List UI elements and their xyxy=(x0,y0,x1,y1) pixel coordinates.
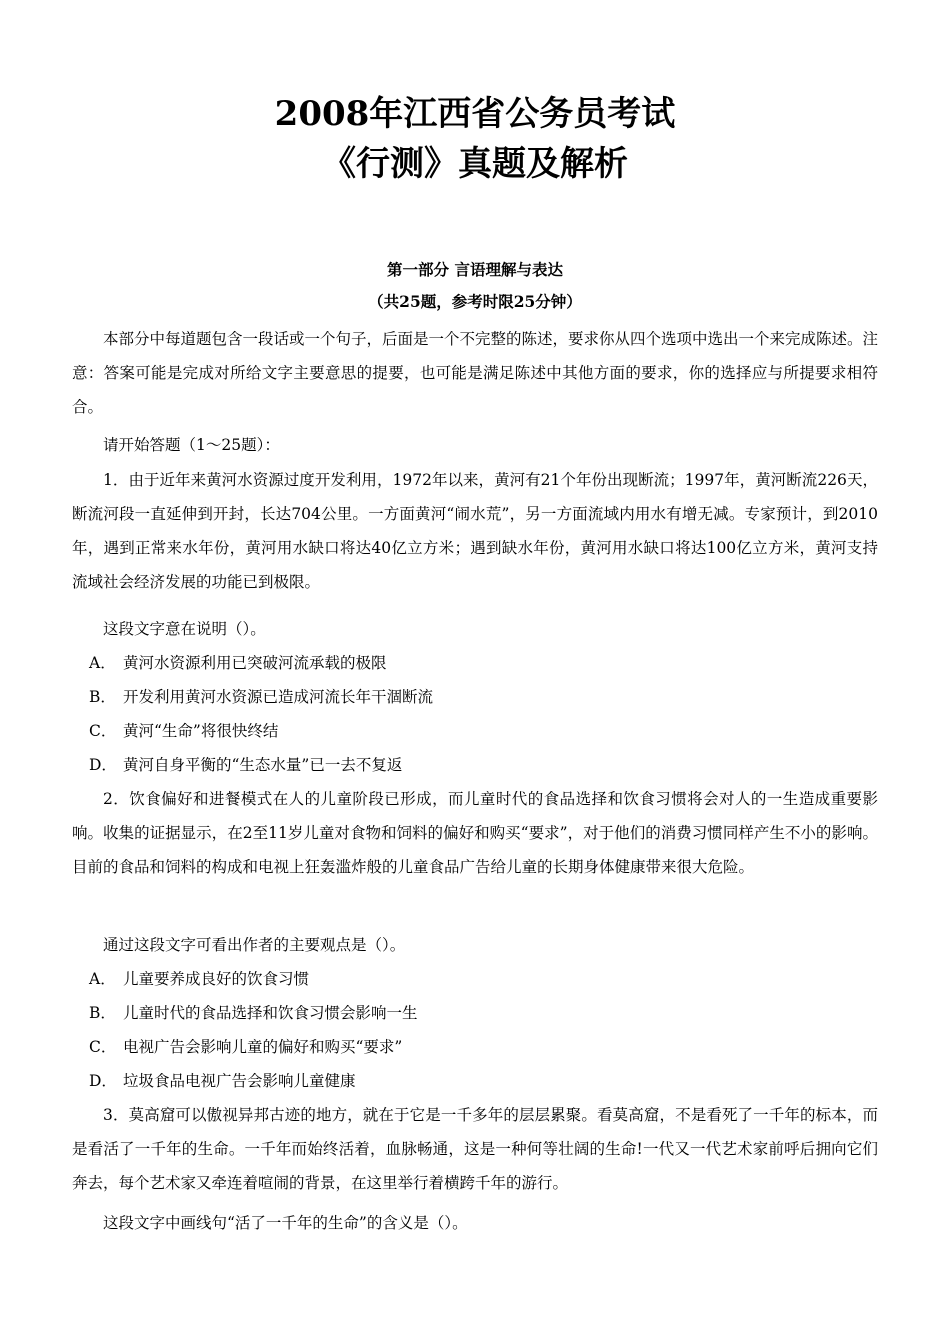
option-label: A． xyxy=(89,654,116,672)
option-label: C． xyxy=(89,1038,117,1056)
option-label: B． xyxy=(89,1004,116,1022)
option-text: 黄河水资源利用已突破河流承载的极限 xyxy=(123,654,387,672)
option-text: 儿童要养成良好的饮食习惯 xyxy=(123,970,310,988)
question-1-option-d[interactable] xyxy=(89,748,402,782)
option-text: 儿童时代的食品选择和饮食习惯会影响一生 xyxy=(123,1004,418,1022)
question-1-passage xyxy=(72,463,878,599)
option-label: D． xyxy=(89,756,117,774)
question-2-number: 2． xyxy=(103,790,130,808)
option-text: 垃圾食品电视广告会影响儿童健康 xyxy=(123,1072,356,1090)
question-2-text: 饮食偏好和进餐模式在人的儿童阶段已形成，而儿童时代的食品选择和饮食习惯将会对人的一生造成重要影响。收集的证据显示，在2至11岁儿童对食物和饲料的偏好和购买“要求”，对于他们的消费习惯同样产生不小的影响。目前的食品和饲料的构成和电视上狂轰滥炸般的儿童食品广告给儿童的长期身体健康带来很大危险。 xyxy=(72,790,878,876)
option-text: 黄河自身平衡的“生态水量”已一去不复返 xyxy=(123,756,403,774)
start-instruction: 请开始答题（1～25题）： xyxy=(103,436,280,454)
question-1-text: 由于近年来黄河水资源过度开发利用，1972年以来，黄河有21个年份出现断流；1997年，黄河断流226天，断流河段一直延伸到开封，长达704公里。一方面黄河“闹水荒”，另一方面流域内用水有增无减。专家预计，到2010年，遇到正常来水年份，黄河用水缺口将达40亿立方米；遇到缺水年份，黄河用水缺口将达100亿立方米，黄河支持流域社会经济发展的功能已到极限。 xyxy=(72,471,878,591)
option-text: 黄河“生命”将很快终结 xyxy=(123,722,279,740)
question-2-option-b[interactable] xyxy=(89,996,418,1030)
option-text: 电视广告会影响儿童的偏好和购买“要求” xyxy=(123,1038,403,1056)
question-2-option-c[interactable] xyxy=(89,1030,402,1064)
option-label: D． xyxy=(89,1072,117,1090)
section-intro: 本部分中每道题包含一段话或一个句子，后面是一个不完整的陈述，要求你从四个选项中选出一个来完成陈述。注意：答案可能是完成对所给文字主要意思的提要，也可能是满足陈述中其他方面的要求，你的选择应与所提要求相符合。 xyxy=(72,330,879,416)
question-3-number: 3． xyxy=(103,1106,129,1124)
question-2-passage xyxy=(72,782,878,884)
question-3-passage xyxy=(72,1098,878,1200)
section-subheading: （共25题，参考时限25分钟） xyxy=(368,292,582,311)
question-1-option-a[interactable] xyxy=(89,646,387,680)
question-2-option-a[interactable] xyxy=(89,962,309,996)
option-label: A． xyxy=(89,970,116,988)
section-heading: 第一部分 言语理解与表达 xyxy=(387,260,563,279)
option-text: 开发利用黄河水资源已造成河流长年干涸断流 xyxy=(123,688,434,706)
question-1-option-c[interactable] xyxy=(89,714,278,748)
document-title-line-1: 2008年江西省公务员考试 xyxy=(274,94,676,134)
question-2-stem: 通过这段文字可看出作者的主要观点是（）。 xyxy=(103,936,406,954)
question-3-stem: 这段文字中画线句“活了一千年的生命”的含义是（）。 xyxy=(103,1214,468,1232)
question-1-number: 1． xyxy=(103,471,129,489)
document-title-line-2: 《行测》真题及解析 xyxy=(322,144,628,184)
question-3-text: 莫高窟可以傲视异邦古迹的地方，就在于它是一千多年的层层累聚。看莫高窟，不是看死了一千年的标本，而是看活了一千年的生命。一千年而始终活着，血脉畅通，这是一种何等壮阔的生命!一代又一代艺术家前呼后拥向它们奔去，每个艺术家又牵连着喧闹的背景，在这里举行着横跨千年的游行。 xyxy=(72,1106,878,1192)
question-2-option-d[interactable] xyxy=(89,1064,356,1098)
question-1-option-b[interactable] xyxy=(89,680,433,714)
option-label: B． xyxy=(89,688,116,706)
option-label: C． xyxy=(89,722,117,740)
question-1-stem: 这段文字意在说明（）。 xyxy=(103,620,266,638)
